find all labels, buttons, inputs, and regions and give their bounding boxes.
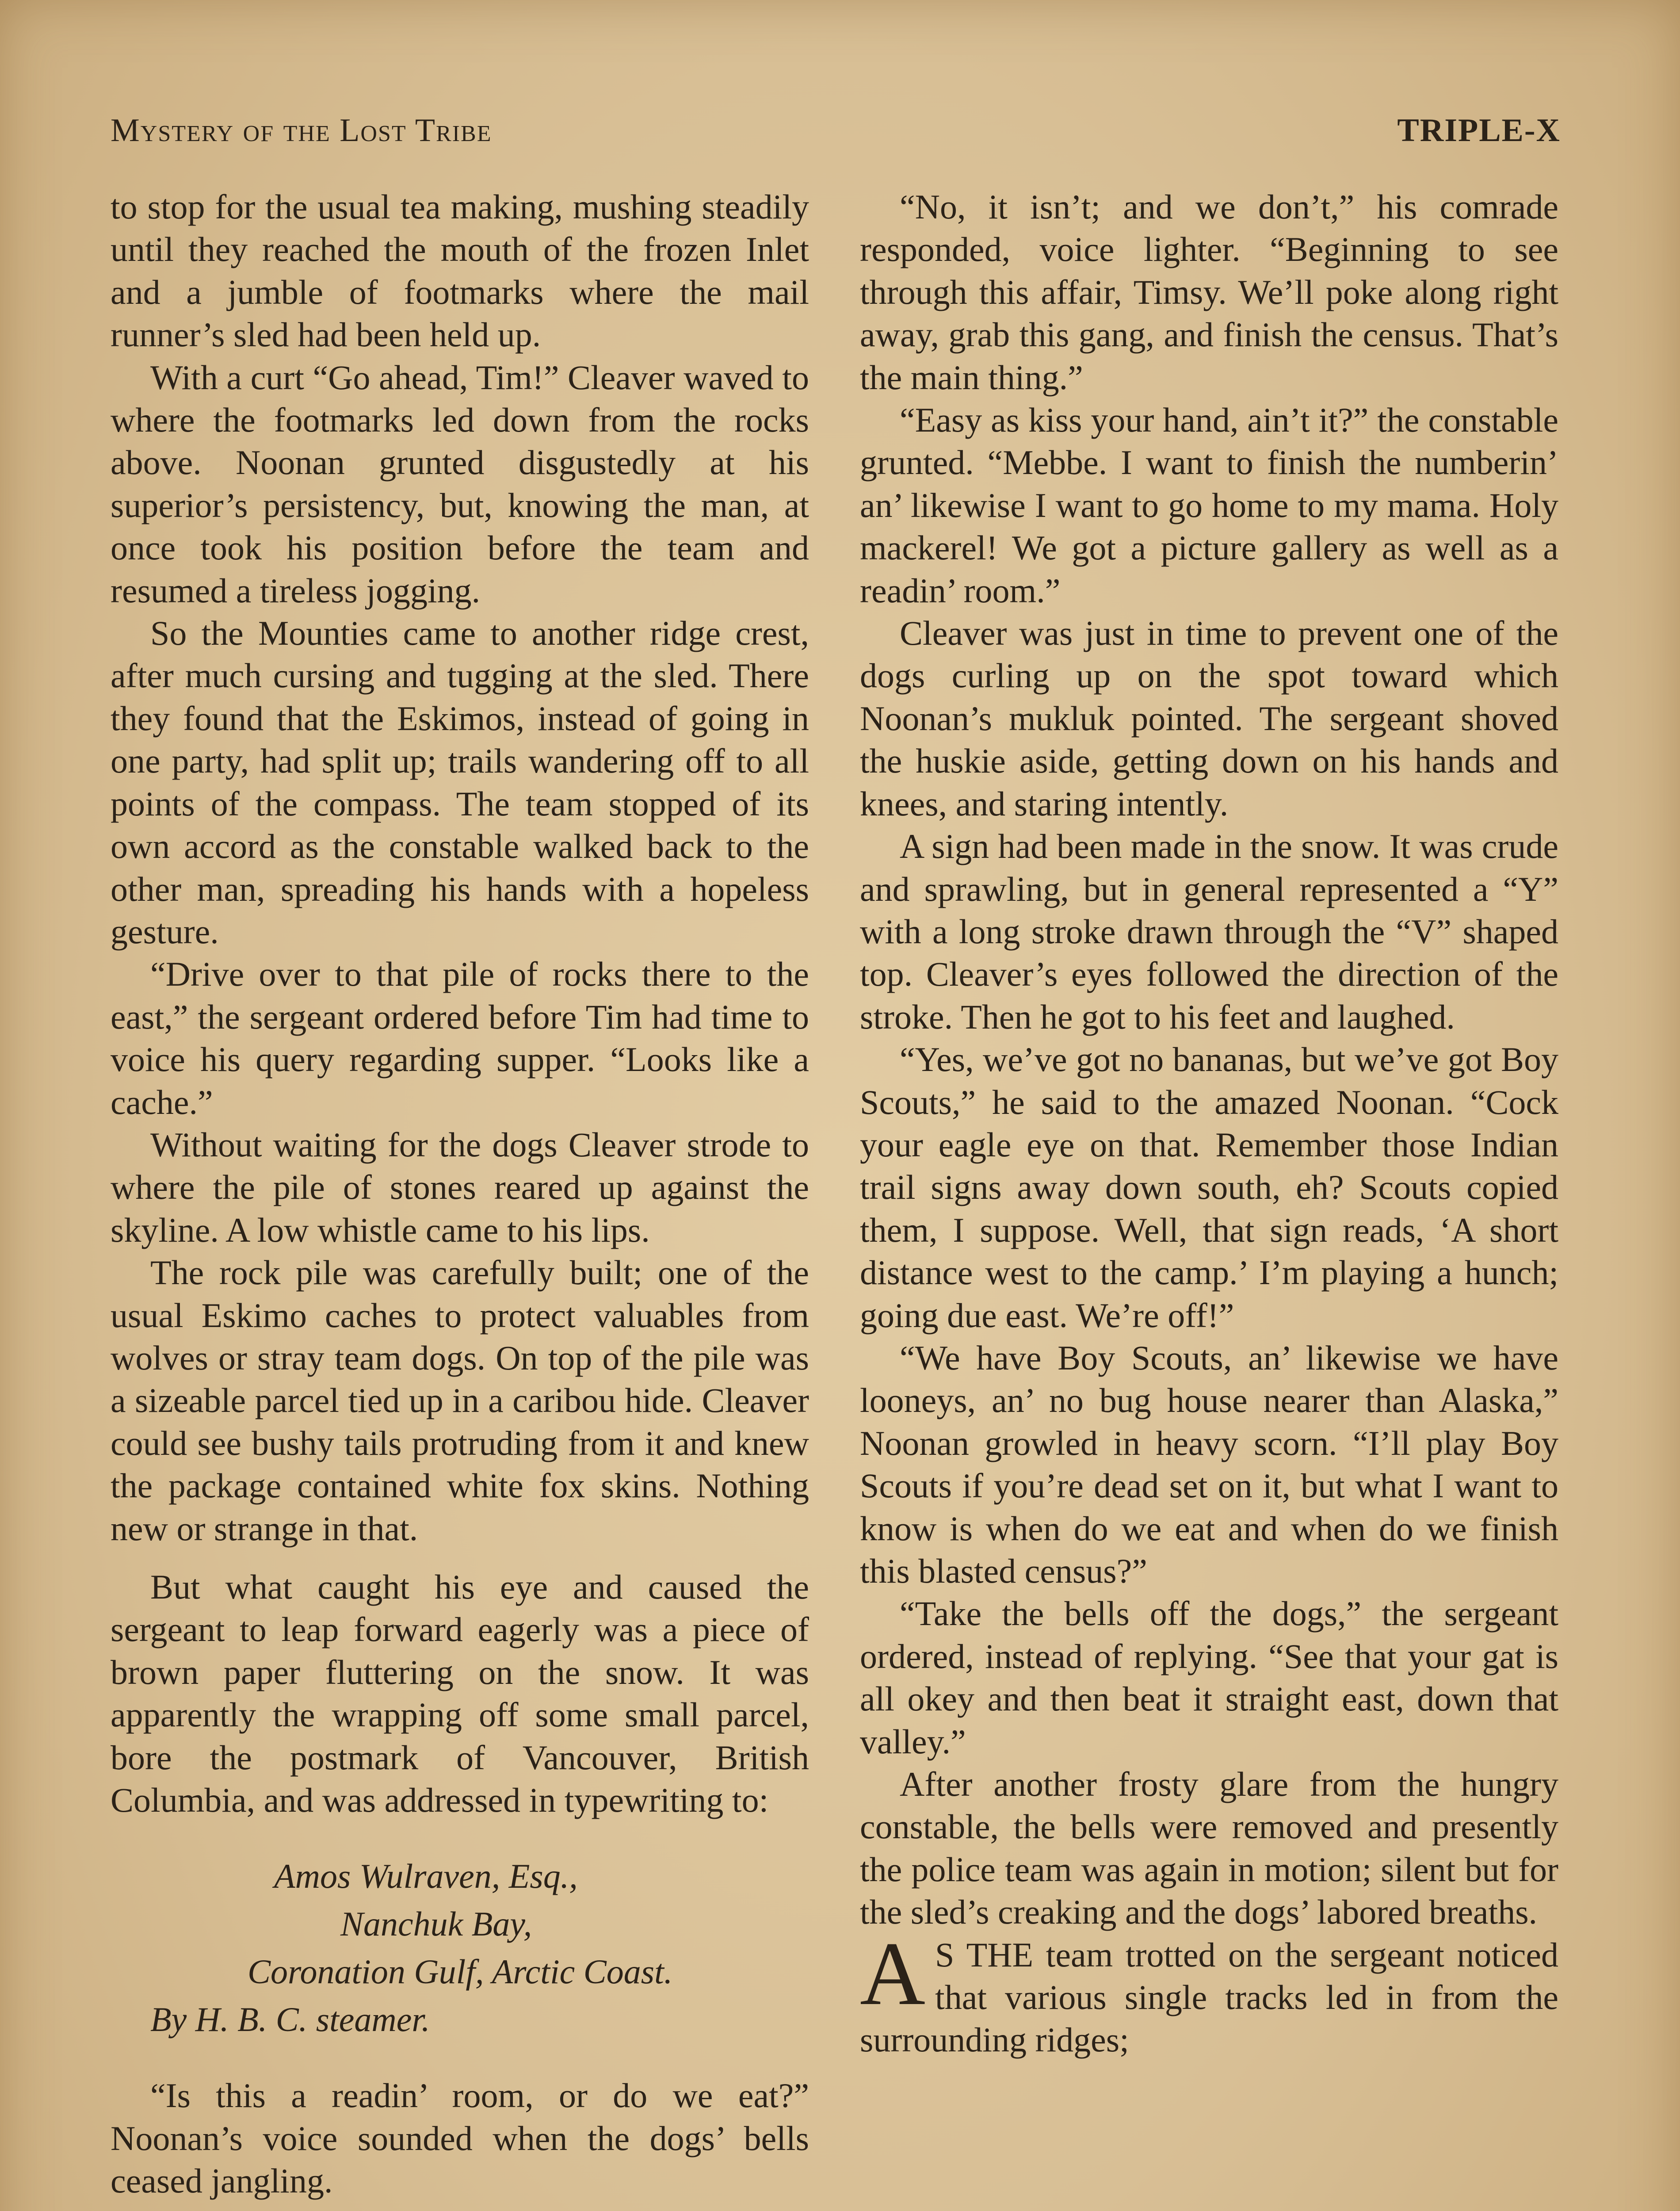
paragraph: “Take the bells off the dogs,” the sergeant ordered, instead of replying. “See that your gat is all okey and then beat it straight east, down that valley.”: [860, 1594, 1558, 1761]
right-column: [860, 186, 1558, 2062]
address-line: Nanchuk Bay,: [340, 1905, 532, 1943]
running-head: [111, 106, 1561, 155]
address-line: By H. B. C. steamer.: [150, 2000, 430, 2039]
paragraph: The rock pile was carefully built; one of the usual Eskimo caches to protect valuables from wolves or stray team dogs. On top of the pile was a sizeable parcel tied up in a caribou hide. Cleaver could see bushy tails protruding from it and knew the package contained white fox skins. Nothing new or strange in that.: [111, 1253, 809, 1548]
paragraph: “Easy as kiss your hand, ain’t it?” the constable grunted. “Mebbe. I want to finish the numberin’ an’ likewise I want to go home to my mama. Holy mackerel! We got a picture gallery as well as a readin’ room.”: [860, 401, 1558, 610]
paragraph: Without waiting for the dogs Cleaver strode to where the pile of stones reared up against the skyline. A low whistle came to his lips.: [111, 1125, 809, 1249]
paragraph: So the Mounties came to another ridge crest, after much cursing and tugging at the sled. There they found that the Eskimos, instead of going in one party, had split up; trails wandering off to all points of the compass. The team stopped of its own accord as the constable walked back to the other man, spreading his hands with a hopeless gesture.: [111, 614, 809, 951]
address-line: Amos Wulraven, Esq.,: [274, 1857, 578, 1896]
paragraph: But what caught his eye and caused the sergeant to leap forward eagerly was a piece of brown paper fluttering on the snow. It was apparently the wrapping off some small parcel, bore the postmark of Vancouver, British Columbia, and was addressed in typewriting to:: [111, 1568, 809, 1820]
left-column: [111, 186, 809, 2203]
paragraph: to stop for the usual tea making, mushing steadily until they reached the mouth of the frozen Inlet and a jumble of footmarks where the mail runner’s sled had been held up.: [111, 187, 809, 354]
paragraph: Cleaver was just in time to prevent one of the dogs curling up on the spot toward which Noonan’s mukluk pointed. The sergeant shoved the huskie aside, getting down on his hands and knees, and staring intently.: [860, 614, 1558, 823]
paragraph: With a curt “Go ahead, Tim!” Cleaver waved to where the footmarks led down from the rocks above. Noonan grunted disgustedly at his superior’s persistency, but, knowing the man, at once took his position before the team and resumed a tireless jogging.: [111, 358, 809, 610]
paragraph: A sign had been made in the snow. It was crude and sprawling, but in general represented a “Y” with a long stroke drawn through the “V” shaped top. Cleaver’s eyes followed the direction of the stroke. Then he got to his feet and laughed.: [860, 827, 1558, 1036]
drop-cap: A: [860, 1923, 926, 2024]
section-start-paragraph: [860, 1923, 1558, 2062]
paragraph: “Drive over to that pile of rocks there to the east,” the sergeant ordered before Tim had time to voice his query regarding supper. “Looks like a cache.”: [111, 955, 809, 1121]
paragraph: “Is this a readin’ room, or do we eat?” Noonan’s voice sounded when the dogs’ bells ceased jangling.: [111, 2076, 809, 2200]
paragraph: “Yes, we’ve got no bananas, but we’ve got Boy Scouts,” he said to the amazed Noonan. “Cock your eagle eye on that. Remember those Indian trail signs away down south, eh? Scouts copied them, I suppose. Well, that sign reads, ‘A short distance west to the camp.’ I’m playing a hunch; going due east. We’re off!”: [860, 1040, 1558, 1335]
magazine-title-header: TRIPLE-X: [1397, 112, 1561, 149]
section-start-text: S THE team trotted on the sergeant noticed that various single tracks led in from the surrounding ridges;: [860, 1935, 1558, 2059]
paragraph: After another frosty glare from the hungry constable, the bells were removed and presently the police team was again in motion; silent but for the sled’s creaking and the dogs’ labored breaths.: [860, 1765, 1558, 1932]
typewritten-address: [111, 1852, 809, 2043]
paragraph: “No, it isn’t; and we don’t,” his comrade responded, voice lighter. “Beginning to see through this affair, Timsy. We’ll poke along right away, grab this gang, and finish the census. That’s the main thing.”: [860, 187, 1558, 397]
story-title-header: Mystery of the Lost Tribe: [111, 112, 492, 149]
paragraph: “We have Boy Scouts, an’ likewise we have looneys, an’ no bug house nearer than Alaska,” Noonan growled in heavy scorn. “I’ll play Boy Scouts if you’re dead set on it, but what I want to know is when do we eat and when do we finish this blasted census?”: [860, 1338, 1558, 1590]
address-line: Coronation Gulf, Arctic Coast.: [248, 1952, 673, 1991]
